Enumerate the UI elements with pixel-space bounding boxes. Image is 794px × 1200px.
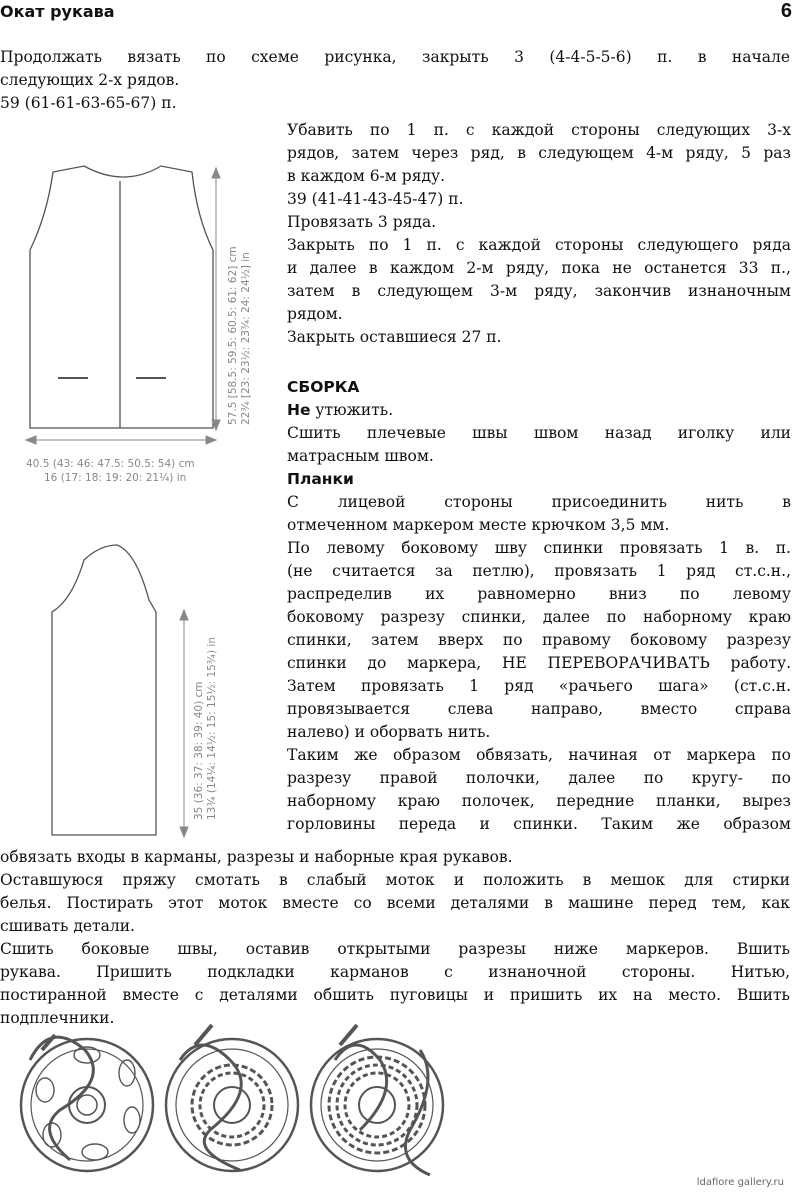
text-line: рядов, затем через ряд, в следующем 4-м ряду, 5 раз — [287, 144, 791, 162]
text-line: рукава. Пришить подкладки карманов с изнаночной стороны. Нитью, — [0, 963, 790, 981]
sleeve-length-label — [193, 637, 219, 820]
text-line: Убавить по 1 п. с каждой стороны следующих 3-х — [287, 121, 791, 139]
sleeve-length-cm: 35 (36: 37: 38: 39: 40) cm — [193, 681, 205, 820]
text-line: матрасным швом. — [287, 447, 434, 465]
text-line: боковому разрезу спинки, далее по наборному краю — [287, 608, 791, 626]
text-line: наборному краю полочек, передние планки, вырез — [287, 792, 791, 810]
text-line: распределив их равномерно вниз по левому — [287, 585, 791, 603]
text-line: обвязать входы в карманы, разрезы и наборные края рукавов. — [0, 848, 513, 866]
bobbin-2 — [166, 1025, 298, 1171]
vest-width-dimension — [26, 436, 216, 444]
text-line: отмеченном маркером месте крючком 3,5 мм. — [287, 516, 670, 534]
assembly-title: СБОРКА — [287, 378, 360, 396]
no-iron-bold: Не — [287, 401, 311, 419]
sleeve-length-dimension — [180, 610, 188, 837]
section-title-sleeve-cap: Окат рукава — [0, 2, 115, 21]
vest-outline — [30, 166, 213, 428]
bobbin-1 — [21, 1035, 153, 1171]
planks-title: Планки — [287, 470, 354, 488]
text-line: налево) и оборвать нить. — [287, 723, 491, 741]
text-line: Продолжать вязать по схеме рисунка, закрыть 3 (4-4-5-5-6) п. в начале — [0, 48, 790, 66]
text-line: 39 (41-41-43-45-47) п. — [287, 190, 464, 208]
text-line: Затем провязать 1 ряд «рачьего шага» (ст.с.н. — [287, 677, 791, 695]
text-line: затем в следующем 3-м ряду, закончив изнаночным — [287, 282, 791, 300]
text-line: провязывается слева направо, вместо справа — [287, 700, 791, 718]
text-line: сшивать детали. — [0, 917, 135, 935]
text-line: постиранной вместе с деталями обшить пуговицы и пришить их на место. Вшить — [0, 986, 790, 1004]
yarn-bobbin-illustration — [21, 1025, 443, 1175]
text-line: Сшить боковые швы, оставив открытыми разрезы ниже маркеров. Вшить — [0, 940, 790, 958]
text-line: подплечники. — [0, 1009, 115, 1027]
text-line: и далее в каждом 2-м ряду, пока не останется 33 п., — [287, 259, 791, 277]
vest-width-in: 16 (17: 18: 19: 20: 21¼) in — [44, 472, 187, 484]
text-line: Провязать 3 ряда. — [287, 213, 437, 231]
page-number: 6 — [780, 0, 792, 22]
bobbin-3 — [311, 1025, 443, 1175]
text-line: Закрыть по 1 п. с каждой стороны следующего ряда — [287, 236, 791, 254]
no-iron-rest: утюжить. — [310, 401, 394, 419]
text-line: белья. Постирать этот моток вместе со всеми деталями в машине перед тем, как — [0, 894, 790, 912]
text-line: 59 (61-61-63-65-67) п. — [0, 94, 177, 112]
vest-height-in: 22¾ [23: 23½: 23¾: 24: 24½] in — [240, 252, 252, 425]
text-line: С лицевой стороны присоединить нить в — [287, 493, 791, 511]
source-credit: ldafiore gallery.ru — [696, 1177, 784, 1188]
text-line: горловины переда и спинки. Таким же образом — [287, 815, 791, 833]
text-line: Сшить плечевые швы швом назад иголку или — [287, 424, 791, 442]
vest-width-cm: 40.5 (43: 46: 47.5: 50.5: 54) cm — [26, 458, 195, 470]
vest-height-cm: 57.5 [58.5: 59.5: 60.5: 61: 62] cm — [227, 246, 239, 425]
text-line: спинки до маркера, НЕ ПЕРЕВОРАЧИВАТЬ работу. — [287, 654, 791, 672]
vest-height-label — [227, 246, 253, 425]
text-line: спинки, затем вверх по правому боковому разрезу — [287, 631, 791, 649]
sleeve-outline — [52, 545, 156, 835]
text-line: Закрыть оставшиеся 27 п. — [287, 328, 502, 346]
vest-width-label — [26, 457, 195, 485]
text-line: следующих 2-х рядов. — [0, 71, 180, 89]
sleeve-length-in: 13¾ (14¼: 14½: 15: 15½: 15¾) in — [206, 637, 218, 820]
text-line: (не считается за петлю), провязать 1 ряд ст.с.н., — [287, 562, 791, 580]
text-line: рядом. — [287, 305, 343, 323]
text-line: в каждом 6-м ряду. — [287, 167, 446, 185]
text-line: Таким же образом обвязать, начиная от маркера по — [287, 746, 791, 764]
text-line: разрезу правой полочки, далее по кругу- по — [287, 769, 791, 787]
text-line: Оставшуюся пряжу смотать в слабый моток и положить в мешок для стирки — [0, 871, 790, 889]
text-line: По левому боковому шву спинки провязать 1 в. п. — [287, 539, 791, 557]
